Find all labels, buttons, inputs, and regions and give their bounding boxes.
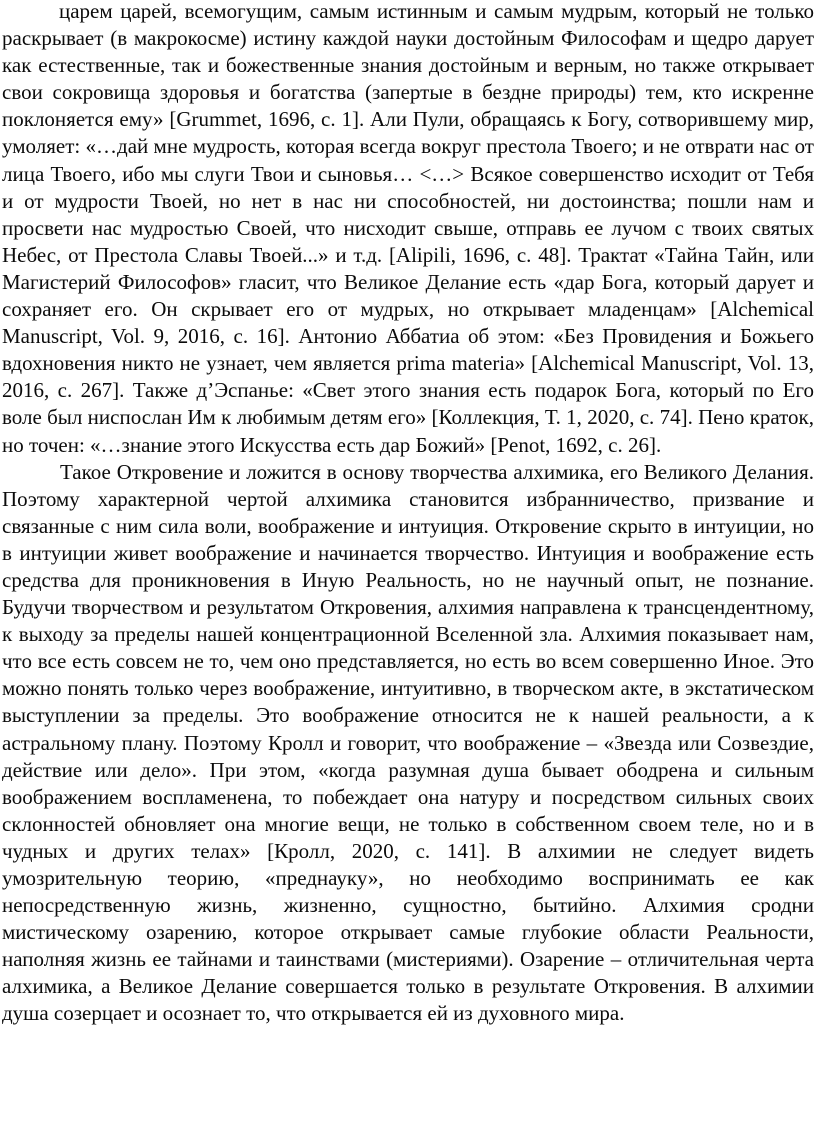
paragraph-2: Такое Откровение и ложится в основу творчества алхимика, его Великого Делания. Поэтому характерной чертой алхимика становится избранничество, призвание и связанные с ним сила воли, воображение и интуиция. Откровение скрыто в интуиции, но в интуиции живет воображение и начинается творчество. Интуиция и воображение есть средства для проникновения в Иную Реальность, но не научный опыт, не познание. Будучи творчеством и результатом Откровения, алхимия направлена к трансцендентному, к выходу за пределы нашей концентрационной Вселенной зла. Алхимия показывает нам, что все есть совсем не то, чем оно представляется, но есть во всем совершенно Иное. Это можно понять только через воображение, интуитивно, в творческом акте, в экстатическом выступлении за пределы. Это воображение относится не к нашей реальности, а к астральному плану. Поэтому Кролл и говорит, что воображение – «Звезда или Созвездие, действие или дело». При этом, «когда разумная душа бывает ободрена и сильным воображением воспламенена, то побеждает она натуру и посредством сильных своих склонностей обновляет она многие вещи, не только в собственном своем теле, но и в чудных и других телах» [Кролл, 2020, с. 141]. В алхимии не следует видеть умозрительную теорию, «преднауку», но необходимо воспринимать ее как непосредственную жизнь, жизненно, сущностно, бытийно. Алхимия сродни мистическому озарению, которое открывает самые глубокие области Реальности, наполняя жизнь ее тайнами и таинствами (мистериями). Озарение – отличительная черта алхимика, а Великое Делание совершается только в результате Откровения. В алхимии душа созерцает и осознает то, что открывается ей из духовного мира.	[2, 459, 814, 1026]
paragraph-1: царем царей, всемогущим, самым истинным и самым мудрым, который не только раскрывает (в макрокосме) истину каждой науки достойным Философам и щедро дарует как естественные, так и божественные знания достойным и верным, но также открывает свои сокровища здоровья и богатства (запертые в бездне природы) тем, кто искренне поклоняется ему» [Grummet, 1696, с. 1]. Али Пули, обращаясь к Богу, сотворившему мир, умоляет: «…дай мне мудрость, которая всегда вокруг престола Твоего; и не отврати нас от лица Твоего, ибо мы слуги Твои и сыновья… <…> Всякое совершенство исходит от Тебя и от мудрости Твоей, но нет в нас ни способностей, ни достоинства; пошли нам и просвети нас мудростью Своей, что нисходит свыше, отправь ее лучом с твоих святых Небес, от Престола Славы Твоей...» и т.д. [Alipili, 1696, с. 48]. Трактат «Тайна Тайн, или Магистерий Философов» гласит, что Великое Делание есть «дар Бога, который дарует и сохраняет его. Он скрывает его от мудрых, но открывает младенцам» [Alchemical Manuscript, Vol. 9, 2016, с. 16]. Антонио Аббатиа об этом: «Без Провидения и Божьего вдохновения никто не узнает, чем является prima materia» [Alchemical Manuscript, Vol. 13, 2016, с. 267]. Также д’Эспанье: «Свет этого знания есть подарок Бога, который по Его воле был ниспослан Им к любимым детям его» [Коллекция, Т. 1, 2020, с. 74]. Пено краток, но точен: «…знание этого Искусства есть дар Божий» [Penot, 1692, с. 26].	[2, 0, 814, 457]
